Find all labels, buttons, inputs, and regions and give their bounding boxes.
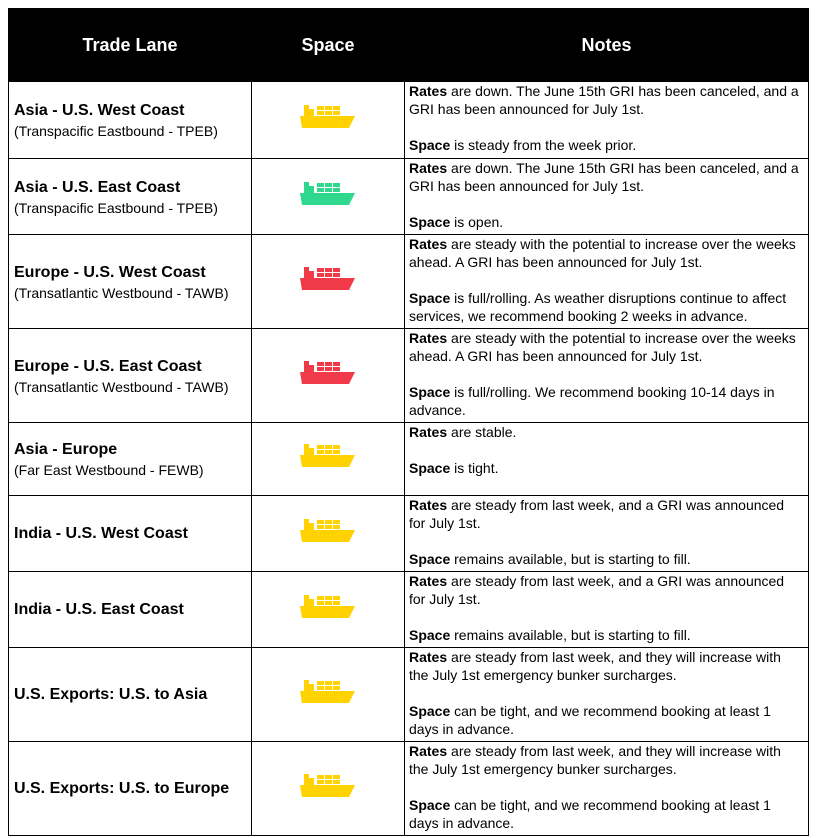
lane-title: Asia - Europe [14,441,118,458]
ship-icon [300,361,356,387]
space-note: Space is full/rolling. As weather disruptions continue to affect services, we recommend booking 2 weeks in advance. [409,290,787,324]
space-note: Space is steady from the week prior. [409,137,637,153]
trade-lane-cell [9,235,252,329]
table-row [9,329,809,423]
header-notes: Notes [405,9,809,82]
ship-icon [300,182,356,208]
table-row [9,572,809,648]
table-row [9,648,809,742]
lane-title: Europe - U.S. East Coast [14,357,202,375]
lane-subtitle: (Transatlantic Westbound - TAWB) [14,284,229,301]
space-cell [252,742,405,836]
table-row [9,82,809,159]
rates-note: Rates are down. The June 15th GRI has been canceled, and a GRI has been announced for July 1st. [409,160,799,194]
space-cell [252,572,405,648]
rates-note: Rates are down. The June 15th GRI has been canceled, and a GRI has been announced for July 1st. [409,83,799,117]
ship-icon [300,595,356,621]
ship-icon [300,267,356,293]
notes-cell [405,82,809,159]
space-cell [252,235,405,329]
lane-subtitle: (Far East Westbound - FEWB) [14,462,204,478]
trade-lane-cell [9,423,252,496]
trade-lane-cell [9,329,252,423]
notes-cell [405,572,809,648]
notes-cell [405,159,809,235]
space-cell [252,648,405,742]
rates-note: Rates are steady from last week, and a GRI was announced for July 1st. [409,573,785,607]
ship-icon [300,680,356,706]
space-note: Space can be tight, and we recommend booking at least 1 days in advance. [409,703,771,737]
rates-note: Rates are steady with the potential to increase over the weeks ahead. A GRI has been announced for July 1st. [409,330,796,364]
ship-icon [300,519,356,545]
lane-title: India - U.S. East Coast [14,600,184,618]
rates-note: Rates are stable. [409,424,517,440]
ship-icon [300,774,356,800]
rates-note: Rates are steady from last week, and a GRI was announced for July 1st. [409,497,785,531]
notes-cell [405,742,809,836]
header-space: Space [252,9,405,82]
lane-title: India - U.S. West Coast [14,524,188,542]
lane-subtitle: (Transpacific Eastbound - TPEB) [14,123,218,139]
trade-lane-cell [9,572,252,648]
notes-cell [405,423,809,496]
trade-lane-cell [9,82,252,159]
table-row [9,159,809,235]
trade-lane-cell [9,159,252,235]
lane-subtitle: (Transatlantic Westbound - TAWB) [14,378,229,395]
trade-lane-cell [9,496,252,572]
space-note: Space is tight. [409,460,499,476]
lane-title: Europe - U.S. West Coast [14,263,206,281]
table-row [9,423,809,496]
ship-icon [300,444,356,470]
space-cell [252,496,405,572]
space-note: Space is open. [409,214,504,230]
lane-title: Asia - U.S. East Coast [14,178,181,196]
notes-cell [405,648,809,742]
header-trade-lane: Trade Lane [9,9,252,82]
rates-note: Rates are steady from last week, and they will increase with the July 1st emergency bunker surcharges. [409,649,781,683]
space-note: Space is full/rolling. We recommend booking 10-14 days in advance. [409,384,775,418]
trade-lane-cell [9,648,252,742]
space-cell [252,159,405,235]
rates-note: Rates are steady from last week, and they will increase with the July 1st emergency bunker surcharges. [409,743,781,777]
space-note: Space remains available, but is starting to fill. [409,551,691,567]
space-cell [252,329,405,423]
table-row [9,496,809,572]
lane-title: Asia - U.S. West Coast [14,102,185,119]
ship-icon [300,105,356,131]
space-note: Space can be tight, and we recommend booking at least 1 days in advance. [409,797,771,831]
lane-title: U.S. Exports: U.S. to Asia [14,685,208,703]
space-note: Space remains available, but is starting to fill. [409,627,691,643]
table-row [9,742,809,836]
table-row [9,235,809,329]
notes-cell [405,235,809,329]
lane-title: U.S. Exports: U.S. to Europe [14,779,230,797]
lane-subtitle: (Transpacific Eastbound - TPEB) [14,199,218,216]
notes-cell [405,496,809,572]
space-cell [252,82,405,159]
trade-lane-cell [9,742,252,836]
freight-table [8,8,809,836]
space-cell [252,423,405,496]
notes-cell [405,329,809,423]
rates-note: Rates are steady with the potential to increase over the weeks ahead. A GRI has been announced for July 1st. [409,236,796,270]
